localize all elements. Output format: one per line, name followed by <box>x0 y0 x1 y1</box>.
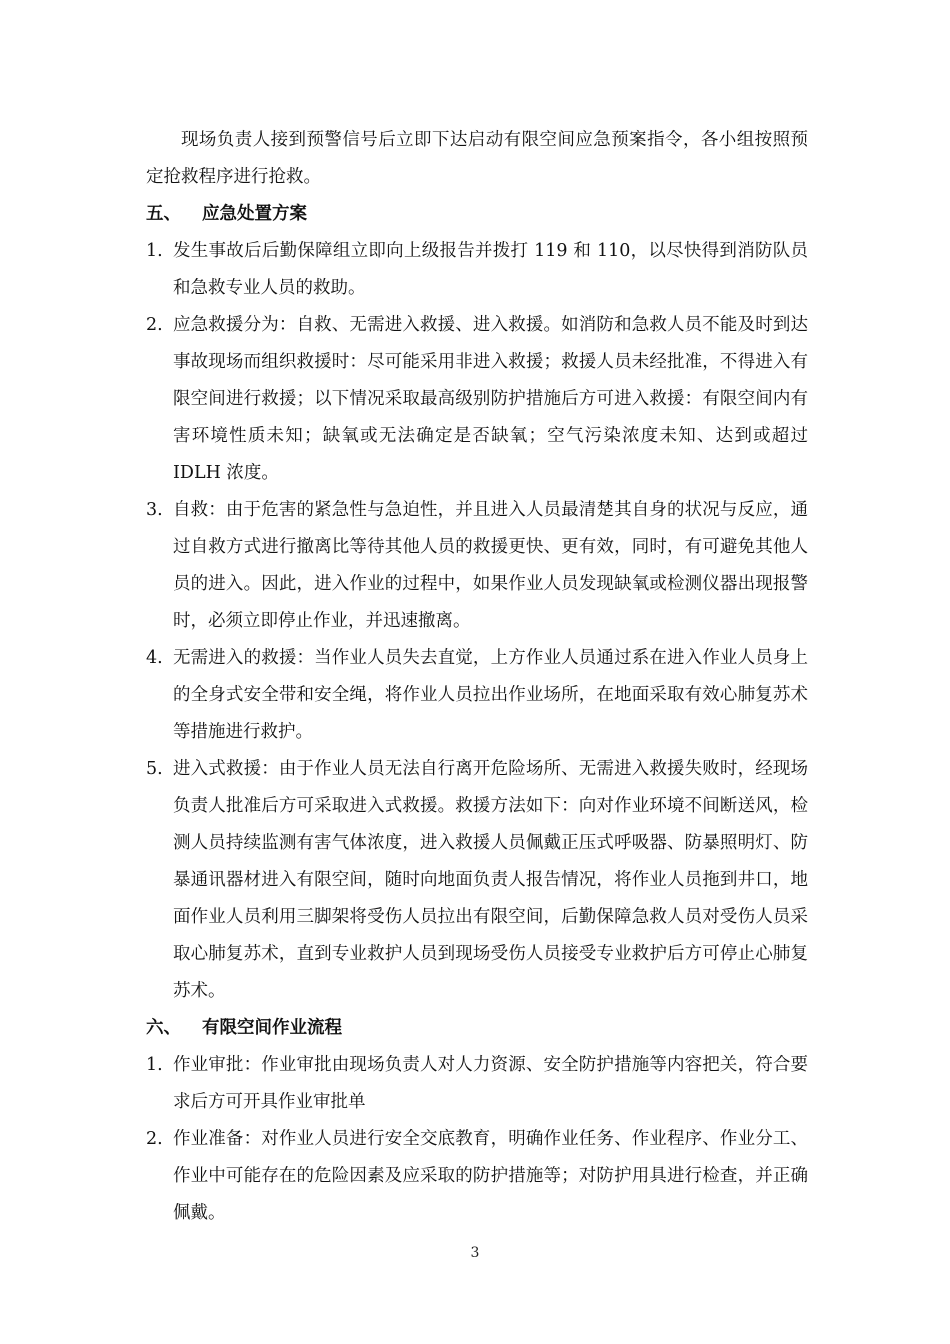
list-item <box>146 233 808 307</box>
section-title: 应急处置方案 <box>202 204 307 224</box>
section-heading-6 <box>146 1010 808 1047</box>
list-item-text: 作业准备：对作业人员进行安全交底教育，明确作业任务、作业程序、作业分工、作业中可能存在的危险因素及应采取的防护措施等；对防护用具进行检查，并正确佩戴。 <box>173 1129 808 1223</box>
section-number: 五、 <box>146 204 181 224</box>
list-item-number: 5. <box>146 759 163 779</box>
list-item <box>146 492 808 640</box>
section-number: 六、 <box>146 1018 181 1038</box>
list-item <box>146 307 808 492</box>
page-number: 3 <box>470 1245 480 1261</box>
section-title: 有限空间作业流程 <box>202 1018 342 1038</box>
list-item-text: 应急救援分为：自救、无需进入救援、进入救援。如消防和急救人员不能及时到达事故现场而组织救援时：尽可能采用非进入救援；救援人员未经批准，不得进入有限空间进行救援；以下情况采取最高级别防护措施后方可进入救援：有限空间内有害环境性质未知；缺氧或无法确定是否缺氧；空气污染浓度未知、达到或超过 IDLH 浓度。 <box>173 315 808 483</box>
intro-paragraph: 现场负责人接到预警信号后立即下达启动有限空间应急预案指令，各小组按照预定抢救程序进行抢救。 <box>146 130 808 187</box>
page-content <box>146 122 808 1232</box>
list-item-text: 作业审批：作业审批由现场负责人对人力资源、安全防护措施等内容把关，符合要求后方可开具作业审批单 <box>173 1055 808 1112</box>
list-item-number: 1. <box>146 241 163 261</box>
list-item-number: 3. <box>146 500 163 520</box>
list-item-text: 发生事故后后勤保障组立即向上级报告并拨打 119 和 110，以尽快得到消防队员和急救专业人员的救助。 <box>173 241 808 298</box>
list-item-number: 2. <box>146 1129 163 1149</box>
section-heading-5 <box>146 196 808 233</box>
list-item-number: 1. <box>146 1055 163 1075</box>
list-item <box>146 1047 808 1121</box>
list-item-text: 无需进入的救援：当作业人员失去直觉，上方作业人员通过系在进入作业人员身上的全身式安全带和安全绳，将作业人员拉出作业场所，在地面采取有效心肺复苏术等措施进行救护。 <box>173 648 808 742</box>
list-item <box>146 1121 808 1232</box>
list-item-number: 4. <box>146 648 163 668</box>
list-item <box>146 751 808 1010</box>
list-item-text: 进入式救援：由于作业人员无法自行离开危险场所、无需进入救援失败时，经现场负责人批准后方可采取进入式救援。救援方法如下：向对作业环境不间断送风，检测人员持续监测有害气体浓度，进入救援人员佩戴正压式呼吸器、防暴照明灯、防暴通讯器材进入有限空间，随时向地面负责人报告情况，将作业人员拖到井口，地面作业人员利用三脚架将受伤人员拉出有限空间，后勤保障急救人员对受伤人员采取心肺复苏术，直到专业救护人员到现场受伤人员接受专业救护后方可停止心肺复苏术。 <box>173 759 808 1001</box>
list-item-text: 自救：由于危害的紧急性与急迫性，并且进入人员最清楚其自身的状况与反应，通过自救方式进行撤离比等待其他人员的救援更快、更有效，同时，有可避免其他人员的进入。因此，进入作业的过程中，如果作业人员发现缺氧或检测仪器出现报警时，必须立即停止作业，并迅速撤离。 <box>173 500 808 631</box>
list-item <box>146 640 808 751</box>
list-item-number: 2. <box>146 315 163 335</box>
